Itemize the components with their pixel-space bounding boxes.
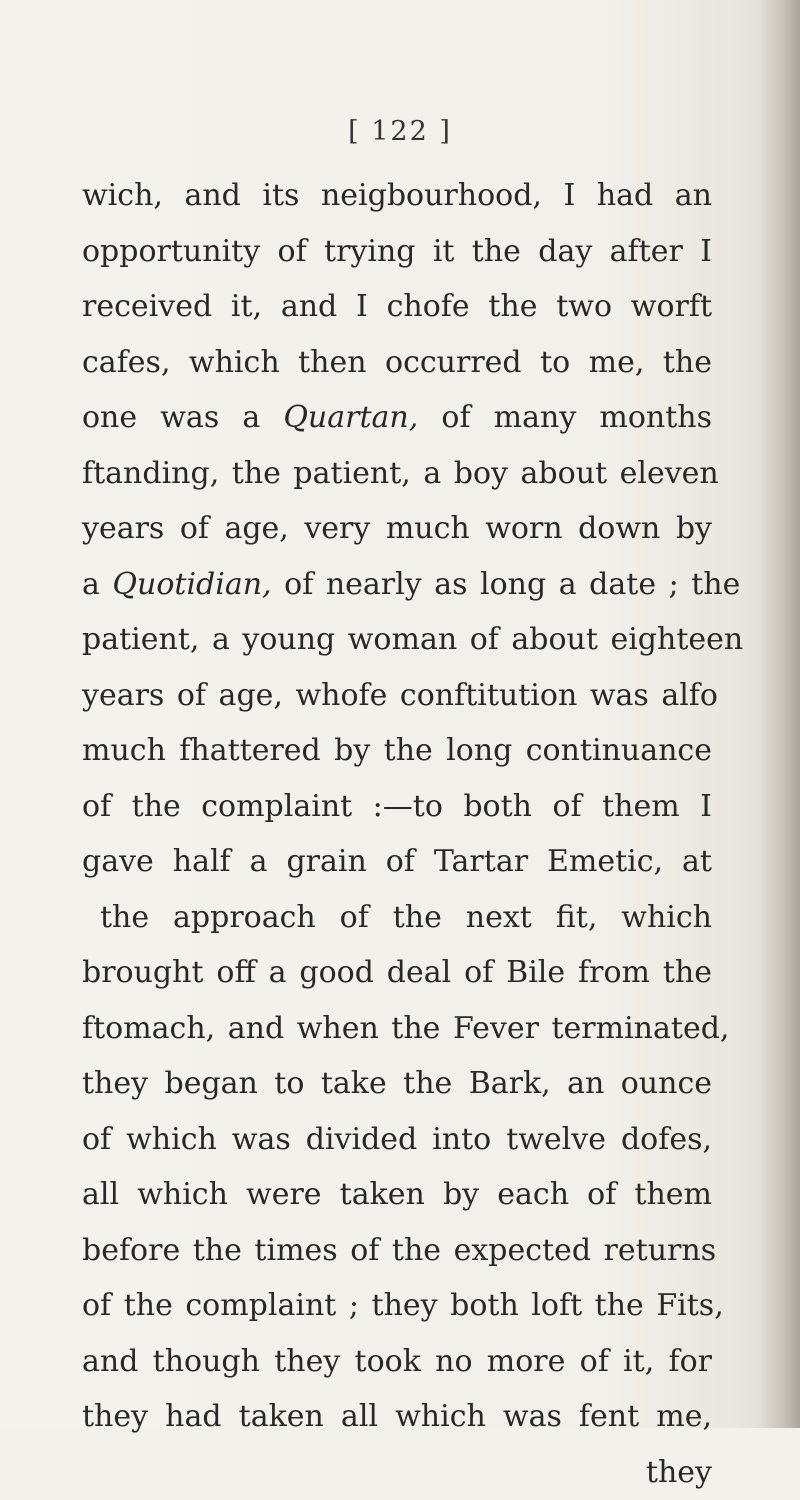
- text-fragment: of many months: [418, 400, 712, 435]
- page-edge-shadow: [760, 0, 800, 1428]
- text-line: the approach of the next fit, which: [82, 890, 712, 946]
- catchword: they: [82, 1445, 712, 1500]
- text-line: of the complaint ; they both loft the Fits,: [82, 1278, 712, 1334]
- text-fragment: one was a: [82, 400, 283, 435]
- text-line: [82, 390, 712, 446]
- body-text: [82, 168, 712, 1500]
- text-line: opportunity of trying it the day after I: [82, 224, 712, 280]
- text-line: wich, and its neigbourhood, I had an: [82, 168, 712, 224]
- text-line: years of age, very much worn down by: [82, 501, 712, 557]
- text-line: cafes, which then occurred to me, the: [82, 335, 712, 391]
- page-number: [ 122 ]: [0, 116, 800, 147]
- text-line: ftanding, the patient, a boy about eleven: [82, 446, 712, 502]
- text-line: [82, 557, 712, 613]
- text-fragment: a: [82, 567, 112, 602]
- text-line: and though they took no more of it, for: [82, 1334, 712, 1390]
- text-line: of which was divided into twelve dofes,: [82, 1112, 712, 1168]
- text-line: ftomach, and when the Fever terminated,: [82, 1001, 712, 1057]
- text-fragment: of nearly as long a date ; the: [272, 567, 741, 602]
- text-line: years of age, whofe conftitution was alfo: [82, 668, 712, 724]
- text-line: of the complaint :—to both of them I: [82, 779, 712, 835]
- text-line: gave half a grain of Tartar Emetic, at: [82, 834, 712, 890]
- text-line: brought off a good deal of Bile from the: [82, 945, 712, 1001]
- text-line: they began to take the Bark, an ounce: [82, 1056, 712, 1112]
- italic-term-quotidian: Quotidian,: [112, 567, 271, 602]
- italic-term-quartan: Quartan,: [283, 400, 418, 435]
- text-line: all which were taken by each of them: [82, 1167, 712, 1223]
- text-line: received it, and I chofe the two worft: [82, 279, 712, 335]
- text-line: before the times of the expected returns: [82, 1223, 712, 1279]
- text-line: patient, a young woman of about eighteen: [82, 612, 712, 668]
- text-line: much fhattered by the long continuance: [82, 723, 712, 779]
- text-line: they had taken all which was fent me,: [82, 1389, 712, 1445]
